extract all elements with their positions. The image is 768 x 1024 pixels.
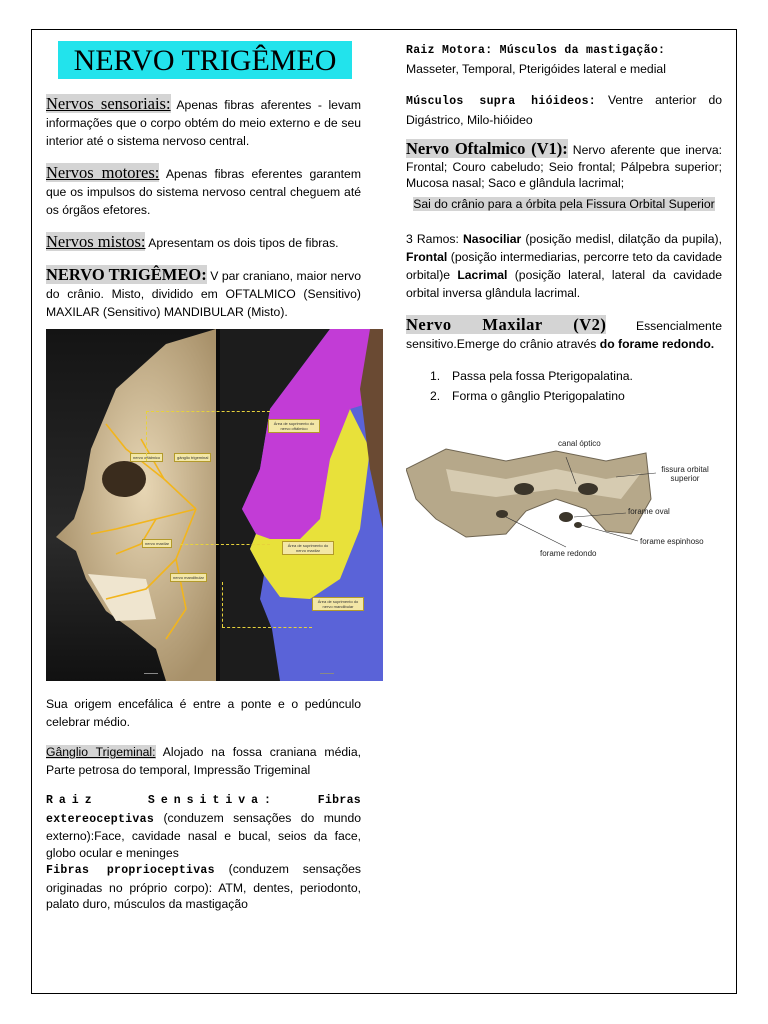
section-ramos: [406, 230, 722, 302]
section-raiz-motora: [406, 40, 722, 79]
ramos-intro: 3 Ramos:: [406, 231, 459, 246]
watermark-left: [144, 667, 158, 674]
connector-mandibular-v: [222, 582, 223, 627]
origem-text: Sua origem encefálica é entre a ponte e o pedúnculo celebrar médio.: [46, 697, 361, 729]
right-column: [406, 40, 722, 565]
label-forame-oval: forame oval: [628, 506, 670, 516]
label-oftalmico: nervo oftálmico: [130, 453, 163, 462]
sphenoid-bone-figure: [406, 439, 712, 565]
label-ganglio: gânglio trigeminal: [174, 453, 211, 462]
section-trigemeo: [46, 266, 361, 321]
page-title: NERVO TRIGÊMEO: [58, 41, 352, 79]
label-area-mandibular: Área de suprimento do nervo mandibular: [312, 597, 364, 611]
ramo-lacrimal: Lacrimal: [457, 267, 508, 282]
text-oftalmico: Nervo aferente que inerva: Frontal; Couro cabeludo; Seio frontal; Pálpebra superior; Mucosa nasal; Saco e glândula lacrimal;: [406, 143, 722, 190]
section-mistos: [46, 233, 361, 252]
text-supra-hioideos: Ventre anterior do Digástrico, Milo-hióideo: [406, 93, 722, 127]
trigeminal-figure: [46, 329, 383, 681]
maxilar-list: [430, 367, 722, 405]
face-panel: [220, 329, 383, 681]
label-forame-redondo: forame redondo: [540, 548, 597, 558]
connector-oftalmico-v: [146, 411, 147, 461]
heading-maxilar: Nervo Maxilar (V2): [406, 314, 607, 334]
oftalmico-highlight-wrap: [406, 194, 722, 214]
list-text: Passa pela fossa Pterigopalatina.: [452, 368, 633, 383]
heading-oftalmico: Nervo Oftalmico (V1):: [406, 139, 568, 158]
label-extereoceptivas: Fibras extereoceptivas: [46, 794, 361, 826]
label-proprioceptivas: Fibras proprioceptivas: [46, 864, 215, 877]
text-maxilar: Essencialmente sensitivo.Emerge do crânio através: [406, 318, 722, 351]
heading-motores: Nervos motores:: [46, 163, 160, 182]
section-raiz-sensitiva: [46, 791, 361, 913]
list-item: [430, 387, 722, 405]
ramo-nasociliar: Nasociliar: [462, 231, 522, 246]
section-sensoriais: [46, 95, 361, 150]
label-forame-espinhoso: forame espinhoso: [640, 536, 704, 546]
text-extereoceptivas: (conduzem sensações do mundo externo):Face, cavidade nasal e bucal, seios da face, globo ocular e meninges: [46, 810, 361, 860]
text-proprioceptivas: (conduzem sensações originadas no próprio corpo): ATM, dentes, periodonto, palato duro, músculos da mastigação: [46, 862, 361, 911]
list-num: 2.: [430, 388, 441, 403]
label-raiz-motora: Raiz Motora: Músculos da mastigação:: [406, 44, 666, 57]
label-area-maxilar: Área de suprimento do nervo maxilar: [282, 541, 334, 555]
connector-mandibular: [222, 627, 312, 628]
text-trigemeo: V par craniano, maior nervo do crânio. Misto, dividido em OFTALMICO (Sensitivo) MAXILAR (Sensitivo) MANDIBULAR (Misto).: [46, 269, 362, 319]
text-mistos: Apresentam os dois tipos de fibras.: [148, 236, 339, 250]
heading-sensoriais: Nervos sensoriais:: [46, 94, 171, 113]
ramo-lacrimal-text: (posição lateral, lateral da cavidade orbital inversa glândula lacrimal.: [406, 267, 723, 300]
watermark-right: [320, 667, 334, 674]
connector-oftalmico: [146, 411, 270, 412]
skull-panel: [46, 329, 216, 681]
text-sensoriais: Apenas fibras aferentes - levam informações que o corpo obtém do meio externo e de seu interior até o sistema nervoso central.: [46, 98, 361, 148]
ramo-nasociliar-text: (posição medisl, dilatção da pupila),: [525, 231, 722, 246]
section-ganglio: [46, 743, 361, 779]
list-num: 1.: [430, 368, 441, 383]
label-fissura-orbital: fissura orbital superior: [661, 464, 709, 483]
ramo-frontal: Frontal: [406, 249, 448, 264]
text-ganglio: Alojado na fossa craniana média, Parte petrosa do temporal, Impressão Trigeminal: [46, 745, 362, 777]
heading-mistos: Nervos mistos:: [46, 232, 146, 251]
label-raiz-sensitiva: Raiz Sensitiva:: [46, 794, 277, 807]
text-maxilar-bold: do forame redondo.: [599, 336, 715, 351]
label-maxilar: nervo maxilar: [142, 539, 172, 548]
section-supra-hioideos: [406, 91, 722, 129]
list-item: [430, 367, 722, 385]
heading-ganglio: Gânglio Trigeminal:: [46, 745, 156, 759]
oftalmico-highlight: Sai do crânio para a órbita pela Fissura Orbital Superior: [413, 196, 715, 211]
face-dermatome-illustration: [220, 329, 383, 681]
label-canal-optico: canal óptico: [558, 438, 601, 448]
label-area-oftalmico: Área de suprimento do nervo oftálmico: [268, 419, 320, 433]
section-oftalmico: [406, 141, 722, 192]
skull-illustration: [46, 329, 216, 681]
left-column: [46, 40, 361, 913]
text-motores: Apenas fibras eferentes garantem que os impulsos do sistema nervoso central cheguem até os órgãos efetores.: [46, 167, 361, 217]
list-text: Forma o gânglio Pterigopalatino: [452, 388, 625, 403]
label-mandibular: nervo mandibular: [170, 573, 207, 582]
label-supra-hioideos: Músculos supra hióideos:: [406, 95, 596, 108]
connector-maxilar: [180, 544, 270, 545]
section-motores: [46, 164, 361, 219]
sphenoid-illustration: [406, 439, 712, 565]
section-maxilar: [406, 316, 722, 353]
ramo-frontal-text: (posição intermediarias, percorre teto da cavidade orbital)e: [406, 249, 723, 282]
text-raiz-motora: Masseter, Temporal, Pterigóides lateral e medial: [406, 62, 666, 76]
heading-trigemeo: NERVO TRIGÊMEO:: [46, 265, 207, 284]
